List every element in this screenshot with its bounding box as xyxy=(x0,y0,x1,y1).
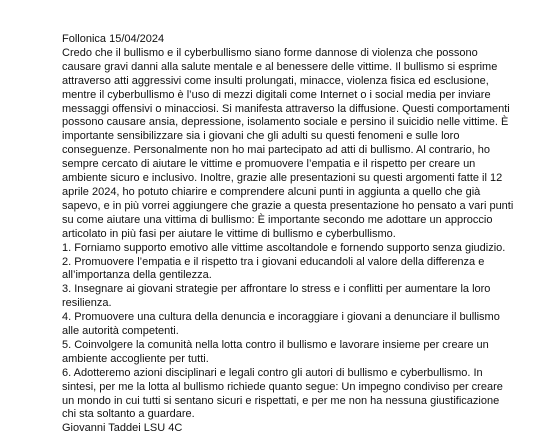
body-line: importante sensibilizzare sia i giovani che gli adulti su questi fenomeni e sulle loro xyxy=(62,130,460,143)
date-line: Follonica 15/04/2024 xyxy=(62,33,165,45)
body-line: possono causare ansia, depressione, isolamento sociale e persino il suicidio nelle vittime. È xyxy=(62,116,509,129)
list-item-line: resilienza. xyxy=(62,297,112,310)
body-line: attraverso atti aggressivi come insulti prolungati, minacce, violenza fisica ed esclusione, xyxy=(62,74,489,87)
body-line: mentre il cyberbullismo è l’uso di mezzi digitali come Internet o i social media per inviare xyxy=(62,88,491,101)
body-line: sapevo, e in più vorrei aggiungere che grazie a questa presentazione ho pensato a vari punti xyxy=(62,199,514,212)
body-line: un mondo in cui tutti si sentano sicuri e rispettati, e per me non ha nessuna giustificazione xyxy=(62,394,500,407)
body-line: Credo che il bullismo e il cyberbullismo siano forme dannose di violenza che possono xyxy=(62,46,478,59)
list-item-line: 1. Forniamo supporto emotivo alle vittime ascoltandole e fornendo supporto senza giudizio. xyxy=(62,241,506,254)
body-line: causare gravi danni alla salute mentale e al benessere delle vittime. Il bullismo si esprime xyxy=(62,60,498,73)
list-item-line: 2. Promuovere l’empatia e il rispetto tra i giovani educandoli al valore della differenza e xyxy=(62,255,485,268)
list-item-line: 6. Adotteremo azioni disciplinari e legali contro gli autori di bullismo e cyberbullismo. In xyxy=(62,366,483,379)
body-line: chi sta soltanto a guardare. xyxy=(62,408,195,421)
body-line: aprile 2024, ho potuto chiarire e comprendere alcuni punti in aggiunta a quello che già xyxy=(62,185,481,198)
body-line: su come aiutare una vittima di bullismo: È importante secondo me adottare un approccio xyxy=(62,213,493,226)
list-item-line: all’importanza della gentilezza. xyxy=(62,269,212,282)
body-line: sempre cercato di aiutare le vittime e promuovere l’empatia e il rispetto per creare un xyxy=(62,158,476,171)
body-line: conseguenze. Personalmente non ho mai partecipato ad atti di bullismo. Al contrario, ho xyxy=(62,144,491,157)
body-line: ambiente sicuro e inclusivo. Inoltre, grazie alle presentazioni su questi argomenti fatte il 12 xyxy=(62,172,503,185)
body-line: messaggi offensivi o minacciosi. Si manifesta attraverso la diffusione. Questi comportamenti xyxy=(62,102,510,115)
list-item-line: 4. Promuovere una cultura della denuncia e incoraggiare i giovani a denunciare il bullismo xyxy=(62,311,500,324)
list-item-line: 5. Coinvolgere la comunità nella lotta contro il bullismo e lavorare insieme per creare un xyxy=(62,338,489,351)
list-item-line: 3. Insegnare ai giovani strategie per affrontare lo stress e i conflitti per aumentare la loro xyxy=(62,283,491,296)
body-line: articolato in più fasi per aiutare le vittime di bullismo e cyberbullismo. xyxy=(62,227,396,240)
signature-line: Giovanni Taddei LSU 4C xyxy=(62,422,183,435)
list-item-line: alle autorità competenti. xyxy=(62,325,179,338)
document-page xyxy=(62,33,532,436)
body-line: sintesi, per me la lotta al bullismo richiede quanto segue: Un impegno condiviso per creare xyxy=(62,380,503,393)
list-item-line: ambiente accogliente per tutti. xyxy=(62,352,209,365)
